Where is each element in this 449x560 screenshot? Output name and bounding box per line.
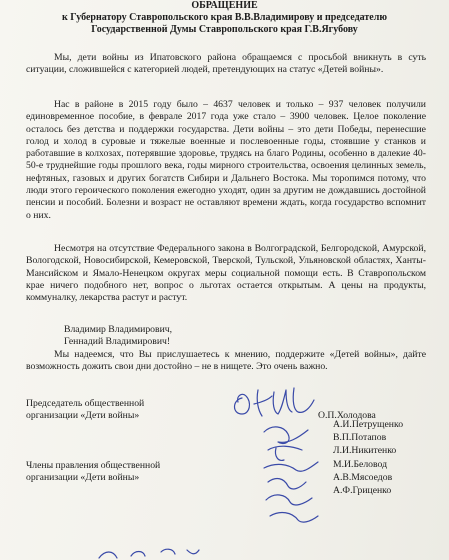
document-title: ОБРАЩЕНИЕ xyxy=(191,0,258,11)
paragraph-intro: Мы, дети войны из Ипатовского района обращаемся с просьбой вникнуть в суть ситуации, сложившейся с категорией людей, претендующих на статус «Детей войны». xyxy=(26,52,426,76)
chair-signature-block xyxy=(26,398,144,422)
board-member-name: А.Ф.Гриценко xyxy=(333,485,392,497)
board-member-name: А.И.Петрущенко xyxy=(333,419,404,430)
board-member-name: В.П.Потапов xyxy=(333,432,387,444)
chair-title-line-2: организации «Дети войны» xyxy=(26,410,140,421)
chair-name: О.П.Холодова xyxy=(318,410,376,421)
salutation-governor: Владимир Владимирович, xyxy=(64,324,173,335)
board-title-line-2: организации «Дети войны» xyxy=(26,472,140,483)
board-signature-block xyxy=(26,460,160,484)
addressee-line-2: Государственной Думы Ставропольского края Г.В.Ягубову xyxy=(91,24,358,35)
board-member-list xyxy=(333,418,403,497)
addressee-line-1: к Губернатору Ставропольского края В.В.Владимирову и председателю xyxy=(61,12,387,23)
board-handwritten-signatures-icon xyxy=(258,420,338,532)
chair-handwritten-signature-icon xyxy=(228,378,318,424)
paragraph-regions: Несмотря на отсутствие Федерального закона в Волгоградской, Белгородской, Амурской, Вологодской, Новосибирской, Кемеровской, Тверской, Тульской, Ульяновской областях, Ханты-Мансийском и Ямало-Ненецком округах меры социальной помощи есть. В Ставропольском крае ничего подобного нет, вопрос о льготах остается открытым. А цены на продукты, коммуналку, лекарства растут и растут. xyxy=(26,243,426,304)
paragraph-closing: Мы надеемся, что Вы прислушаетесь к мнению, поддержите «Детей войны», дайте возможность дожить свои дни достойно – не в нищете. Это очень важно. xyxy=(26,349,426,373)
board-member-name: М.И.Беловод xyxy=(333,458,387,470)
board-title-line-1: Члены правления общественной xyxy=(26,460,161,471)
board-member-name: А.В.Мясоедов xyxy=(333,471,393,483)
chair-title-line-1: Председатель общественной xyxy=(26,398,145,409)
salutation-chairman: Геннадий Владимирович! xyxy=(64,336,171,347)
handwritten-date-mark-icon xyxy=(95,546,205,560)
paragraph-statistics: Нас в районе в 2015 году было – 4637 человек и только – 937 человек получили единовременное пособие, в феврале 2017 года уже стало – 3900 человек. Целое поколение осталось без детства и поддержки государства. Дети войны – это дети Победы, перенесшие голод и холод в суровые и тяжелые военные и послевоенные годы, стоявшие у станков и работавшие в колхозах, потерявшие здоровье, трудясь на благо Родины, особенно в далекие 40-50-е труднейшие годы прошлого века, годы мирного строительства, освоения целинных земель, нефтяных, газовых и других богатств Сибири и Дальнего Востока. Мы торопимся потому, что люди этого героического поколения ежегодно уходят, один за другим не дождавшись достойной пенсии и пособий. Болезни и возраст не оставляют времени ждать, когда государство вспомнит о них. xyxy=(26,99,426,221)
board-member-name: Л.И.Никитенко xyxy=(333,445,397,457)
